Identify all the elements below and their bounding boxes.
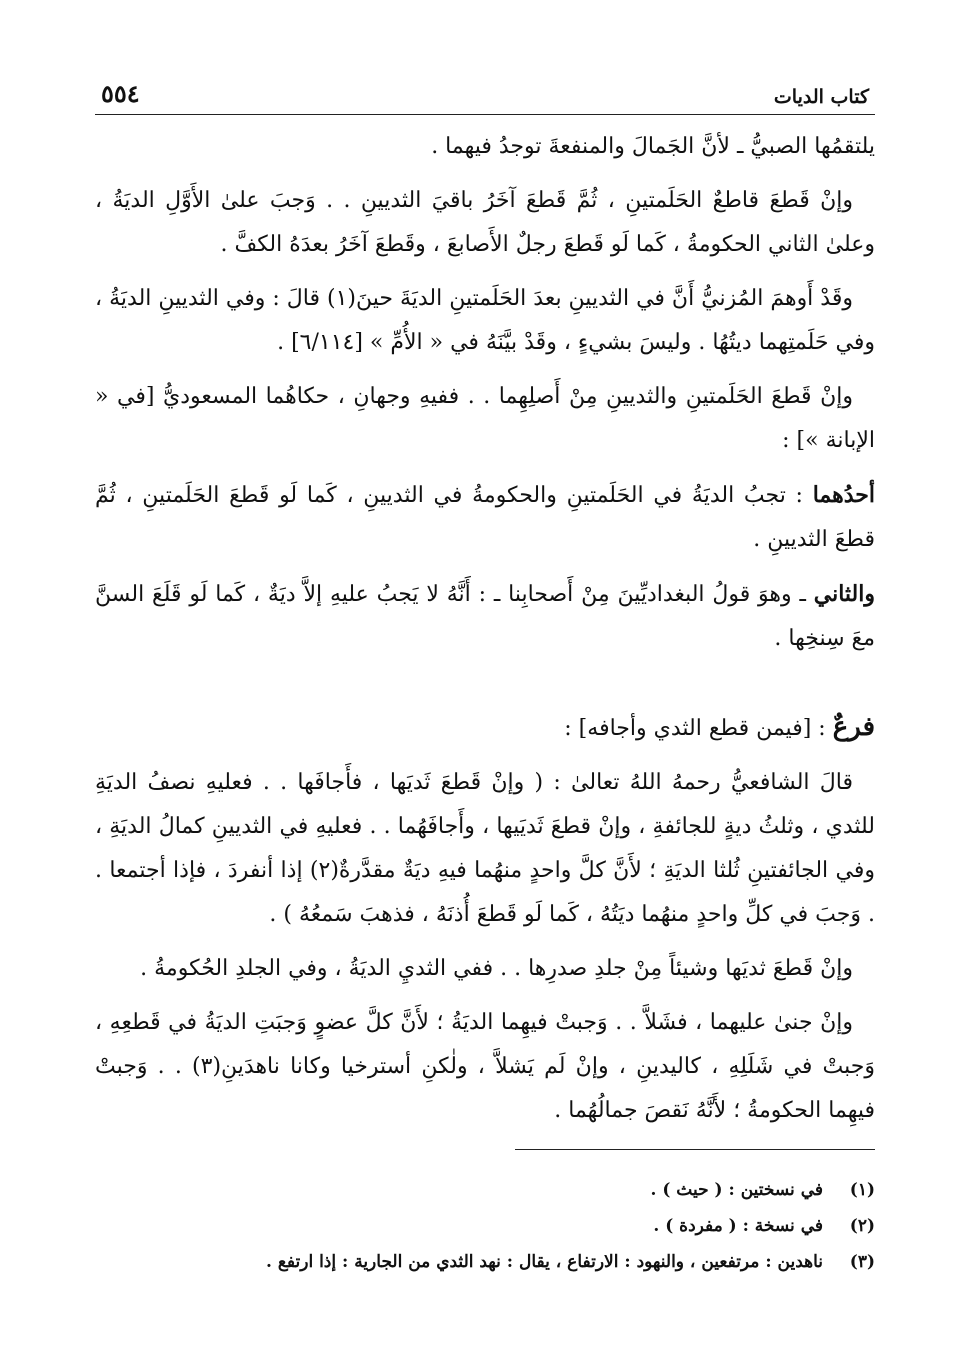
paragraph: [95, 179, 875, 267]
paragraph-text: وإنْ قَطعَ قاطعٌ الحَلَمتينِ ، ثُمَّ قَطعَ آخَرُ باقيَ الثديينِ . . وَجبَ علىٰ الأَوَّلِ الديَةُ ، وعلىٰ الثاني الحكومةُ ، كَما لَو قَطعَ رجلٌ الأَصابعَ ، وقَطعَ آخَرُ بعدَهُ الكفَّ .: [95, 188, 875, 257]
footnote: [95, 1244, 875, 1280]
branch-title: : [فيمن قطع الثدي وأجافه] :: [564, 716, 833, 741]
footnote-number: (٣): [849, 1252, 875, 1272]
footnote-text: في نسخة : ( مفردة ) .: [653, 1216, 823, 1236]
paragraph-text: وإنْ قَطعَ الحَلَمتينِ والثديينِ مِنْ أَصلِهِما . . ففيهِ وجهانِ ، حكاهُما المسعوديُّ [في « الإبانة »] :: [95, 384, 875, 453]
paragraph: [95, 375, 875, 463]
branch-lead: فرعٌ: [832, 712, 875, 742]
paragraph-text: قالَ الشافعيُّ رحمهُ اللهُ تعالىٰ : ( وإنْ قَطعَ ثَديَها ، فأَجافَها . . فعليهِ نصفُ الديَةِ للثدي ، وثلثُ ديةٍ للجائفةِ ، وإنْ قطعَ ثَديَيها ، وأَجافَهُما . . فعليهِ في الثديينِ كمالُ الديَةِ ، وفي الجائفتينِ ثُلثا الديَةِ ؛ لأَنَّ كلَّ واحدٍ منهُما فيهِ ديَةٌ مقدَّرةٌ(٢) إذا أنفردَ ، فإذا أجتمعا . . وَجبَ في كلِّ واحدٍ منهُما ديَتُهُ ، كَما لَو قَطعَ أُذنَهُ ، فذهبَ سَمعُهُ ) .: [95, 770, 875, 927]
paragraph: [95, 277, 875, 365]
footnote-rule: [515, 1149, 875, 1150]
paragraph: [95, 473, 875, 562]
paragraph-text: ـ وهوَ قولُ البغداديِّينَ مِنْ أَصحابِنا ـ : أَنَّهُ لا يَجبُ عليهِ إلاَّ ديَةٌ ، كَما لَو قَلَعَ السنَّ معَ سِنخِها .: [95, 582, 875, 651]
paragraph: [95, 1001, 875, 1133]
paragraph: [95, 761, 875, 937]
paragraph-text: وإنْ جنىٰ عليهما ، فشَلاَّ . . وَجبتْ فيهِما الديَةُ ؛ لأَنَّ كلَّ عضوٍ وَجبَتِ الديَةُ في قَطعِهِ ، وَجبتْ في شَلَلِهِ ، كاليدينِ ، وإنْ لَم يَشلاَّ ، ولٰكنِ أسترخيا وكانا ناهدَينِ(٣) . . وَجبتْ فيهِما الحكومةُ ؛ لأَنَّهُ نَقصَ جمالُهُما .: [95, 1010, 876, 1123]
header-rule: [95, 114, 875, 115]
footnote-number: (١): [849, 1180, 875, 1200]
paragraph-text: وقَدْ أَوهمَ المُزنيُّ أَنَّ في الثديينِ بعدَ الحَلَمتينِ الديَةَ حينَ(١) قالَ : وفي الثديينِ الديَةُ ، وفي حَلَمتِهما ديتُهُا . وليسَ بشيءٍ ، وقَدْ بيَّنَهُ في « الأُمِّ » [٦/١١٤] .: [95, 286, 875, 355]
paragraph: [95, 125, 875, 169]
footnote-number: (٢): [849, 1216, 875, 1236]
paragraph-lead: أحدُهما: [812, 482, 875, 508]
paragraph-text: : تجبُ الديَةُ في الحَلَمتينِ والحكومةُ في الثديينِ ، كَما لَو قَطعَ الحَلَمتينِ ، ثُمَّ قطعَ الثديينِ .: [95, 483, 875, 552]
main-text: [95, 125, 875, 1133]
paragraph: [95, 572, 875, 661]
running-title: كتاب الديات: [773, 86, 869, 108]
branch-heading: [95, 705, 875, 751]
footnotes: [95, 1172, 875, 1280]
paragraph-text: وإنْ قَطعَ ثديَها وشيئاً مِنْ جلدِ صدرِها . . ففي الثديِ الديَةُ ، وفي الجلدِ الحُكومةُ .: [140, 956, 853, 981]
paragraph-lead: والثاني: [813, 581, 875, 607]
paragraph: [95, 947, 875, 991]
book-page: [95, 70, 875, 1280]
footnote-text: ناهدين : مرتفعين ، والنهود : الارتفاع ، يقال : نهد الثدي من الجارية : إذا ارتفع .: [266, 1252, 823, 1272]
footnote-text: في نسختين : ( حيث ) .: [650, 1180, 823, 1200]
page-number: ٥٥٤: [101, 79, 140, 108]
footnote: [95, 1172, 875, 1208]
spacer: [95, 671, 875, 705]
paragraph-text: يلتقمُها الصبيُّ ـ لأنَّ الجَمالَ والمنفعةَ توجدُ فيهما .: [431, 134, 875, 159]
footnote: [95, 1208, 875, 1244]
page-header: [95, 70, 875, 108]
